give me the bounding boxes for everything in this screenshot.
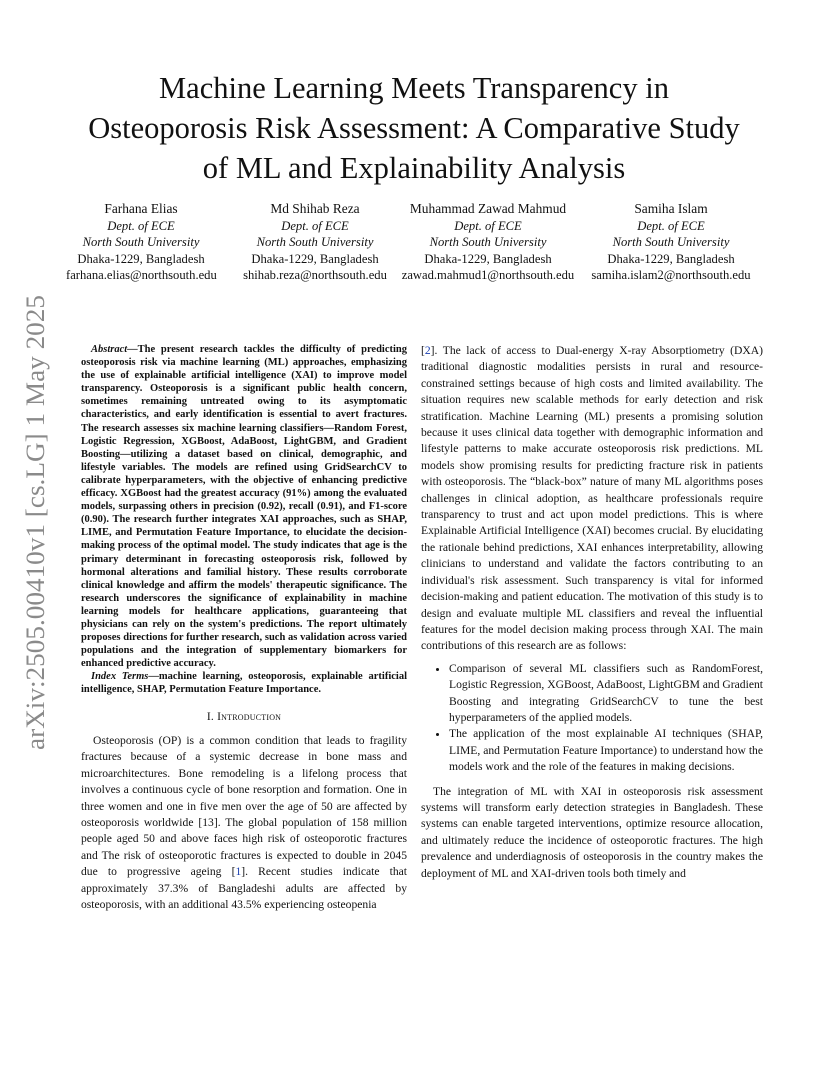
section-title: Introduction <box>217 709 282 723</box>
author-email: shihab.reza@northsouth.edu <box>243 268 387 283</box>
right-column <box>421 343 763 882</box>
author-dept: Dept. of ECE <box>637 218 705 233</box>
left-column <box>81 343 407 913</box>
author-dept: Dept. of ECE <box>281 218 349 233</box>
citation-link[interactable]: 1 <box>235 865 242 879</box>
intro-text: ]. The lack of access to Dual-energy X-ray Absorptiometry (DXA) traditional diagnostic modalities persists in rural and resource-constrained settings because of high costs and limited availability. The situation requires new scalable methods for early detection and risk stratification. Machine Learning (ML) presents a promising solution because it uses clinical data together with demographic information and lifestyle patterns to make accurate osteoporosis risk predictions. ML models show promising results for predicting fracture risk in patients with osteoporosis. The “black-box” nature of many ML algorithms poses challenges in clinical adoption, as healthcare professionals require transparency to trust and act upon model predictions. This is where Explainable Artificial Intelligence (XAI) becomes crucial. By elucidating the rationale behind predictions, XAI enhances interpretability, allowing clinicians to understand and validate the factors contributing to an individual's risk assessment. Such transparency is vital for informed decision-making and patient education. The motivation of this study is to design and evaluate multiple ML classifiers and reveal the influential features for the model decision making process through XAI. The main contributions of this research are as follows: <box>421 344 763 653</box>
author-university: North South University <box>82 235 200 250</box>
intro-text: [ <box>421 344 425 357</box>
contributions-list <box>421 661 763 776</box>
citation-link[interactable]: 2 <box>424 344 431 357</box>
paper-title: Machine Learning Meets Transparency in Osteoporosis Risk Assessment: A Comparative Study of ML and Explainability Analysis <box>88 71 740 185</box>
author-location: Dhaka-1229, Bangladesh <box>251 251 379 266</box>
intro-paragraph: The integration of ML with XAI in osteoporosis risk assessment systems will transform early detection strategies in Bangladesh. These systems can enable targeted interventions, optimize resource allocation, and ultimately reduce the incidence of osteoporotic fractures. The high prevalence and underdiagnosis of osteoporosis in the country makes the deployment of ML and XAI-driven tools both timely and <box>421 784 763 880</box>
author-card <box>398 201 578 284</box>
intro-paragraph <box>81 733 407 913</box>
author-university: North South University <box>256 235 374 250</box>
author-university: North South University <box>429 235 547 250</box>
author-name: Muhammad Zawad Mahmud <box>409 201 567 216</box>
author-location: Dhaka-1229, Bangladesh <box>424 251 552 266</box>
index-terms <box>81 670 407 696</box>
author-name: Samiha Islam <box>634 201 708 216</box>
author-card <box>586 201 756 284</box>
list-item: • Comparison of several ML classifiers such as RandomForest, Logistic Regression, XGBoost, AdaBoost, LightGBM and Gradient Boosting and integrating GridSearchCV to tune the best hyperparameters of the applied models. <box>449 661 763 727</box>
author-email: farhana.elias@northsouth.edu <box>66 268 217 283</box>
arxiv-identifier-stamp <box>14 288 54 758</box>
intro-text: ]. Recent studies indicate that approximately 37.3% of Bangladeshi adults are affected by osteoporosis, with an additional 43.5% experiencing osteopenia <box>81 865 407 911</box>
author-location: Dhaka-1229, Bangladesh <box>607 251 735 266</box>
author-card <box>236 201 394 284</box>
author-card <box>66 201 216 284</box>
section-numeral: I. <box>206 709 214 723</box>
author-name: Farhana Elias <box>104 201 178 216</box>
intro-text: Osteoporosis (OP) is a common condition that leads to fragility fractures because of a systemic decrease in bone mass and microarchitectures. Bone remodeling is a lifelong process that involves a continuous cycle of bone resorption and formation. One in three women and one in five men over the age of 50 are affected by osteoporosis worldwide [13]. The global population of 158 million people aged 50 and above faces high risk of osteoporotic fractures and The risk of osteoporotic fractures is expected to double in 2045 due to progressive ageing [ <box>81 733 407 879</box>
author-dept: Dept. of ECE <box>454 218 522 233</box>
arxiv-identifier-text: arXiv:2505.00410v1 [cs.LG] 1 May 2025 <box>21 315 50 750</box>
author-block <box>66 201 766 291</box>
author-email: samiha.islam2@northsouth.edu <box>591 268 751 283</box>
author-university: North South University <box>612 235 730 250</box>
abstract-text: —The present research tackles the difficulty of predicting osteoporosis risk via machine learning (ML) approaches, emphasizing the use of explainable artificial intelligence (XAI) to improve model transparency. Osteoporosis is a significant public health concern, sometimes remaining untreated owing to its asymptomatic characteristics, and early identification is essential to avert fractures. The research assesses six machine learning classifiers—Random Forest, Logistic Regression, XGBoost, AdaBoost, LightGBM, and Gradient Boosting—utilizing a dataset based on clinical, demographic, and lifestyle variables. The models are refined using GridSearchCV to calibrate hyperparameters, with the objective of enhancing predictive efficacy. XGBoost had the greatest accuracy (91%) among the evaluated models, surpassing others in precision (0.92), recall (0.91), and F1-score (0.90). The research further integrates XAI approaches, such as SHAP, LIME, and Permutation Feature Importance, to elucidate the decision-making process of the optimal model. The study indicates that age is the primary determinant in forecasting osteoporosis risk, followed by hormonal alterations and familial history. These results corroborate clinical knowledge and affirm the models' therapeutic significance. The research underscores the significance of explainability in machine learning models for healthcare applications, guaranteeing that physicians can rely on the system's predictions. The report ultimately proposes directions for further research, such as validation across varied populations and the integration of supplementary biomarkers for enhanced predictive accuracy. <box>81 344 407 670</box>
intro-paragraph <box>421 343 763 655</box>
author-email: zawad.mahmud1@northsouth.edu <box>401 268 575 283</box>
abstract <box>81 343 407 670</box>
index-terms-lead: Index Terms <box>91 671 149 683</box>
index-terms-text: —machine learning, osteoporosis, explainable artificial intelligence, SHAP, Permutation Feature Importance. <box>81 671 407 696</box>
section-heading <box>81 709 407 725</box>
author-name: Md Shihab Reza <box>270 201 360 216</box>
author-dept: Dept. of ECE <box>107 218 175 233</box>
list-item: • The application of the most explainable AI techniques (SHAP, LIME, and Permutation Feature Importance) to understand how the models work and the role of the features in making decisions. <box>449 726 763 775</box>
author-location: Dhaka-1229, Bangladesh <box>77 251 205 266</box>
abstract-lead: Abstract <box>91 344 128 355</box>
